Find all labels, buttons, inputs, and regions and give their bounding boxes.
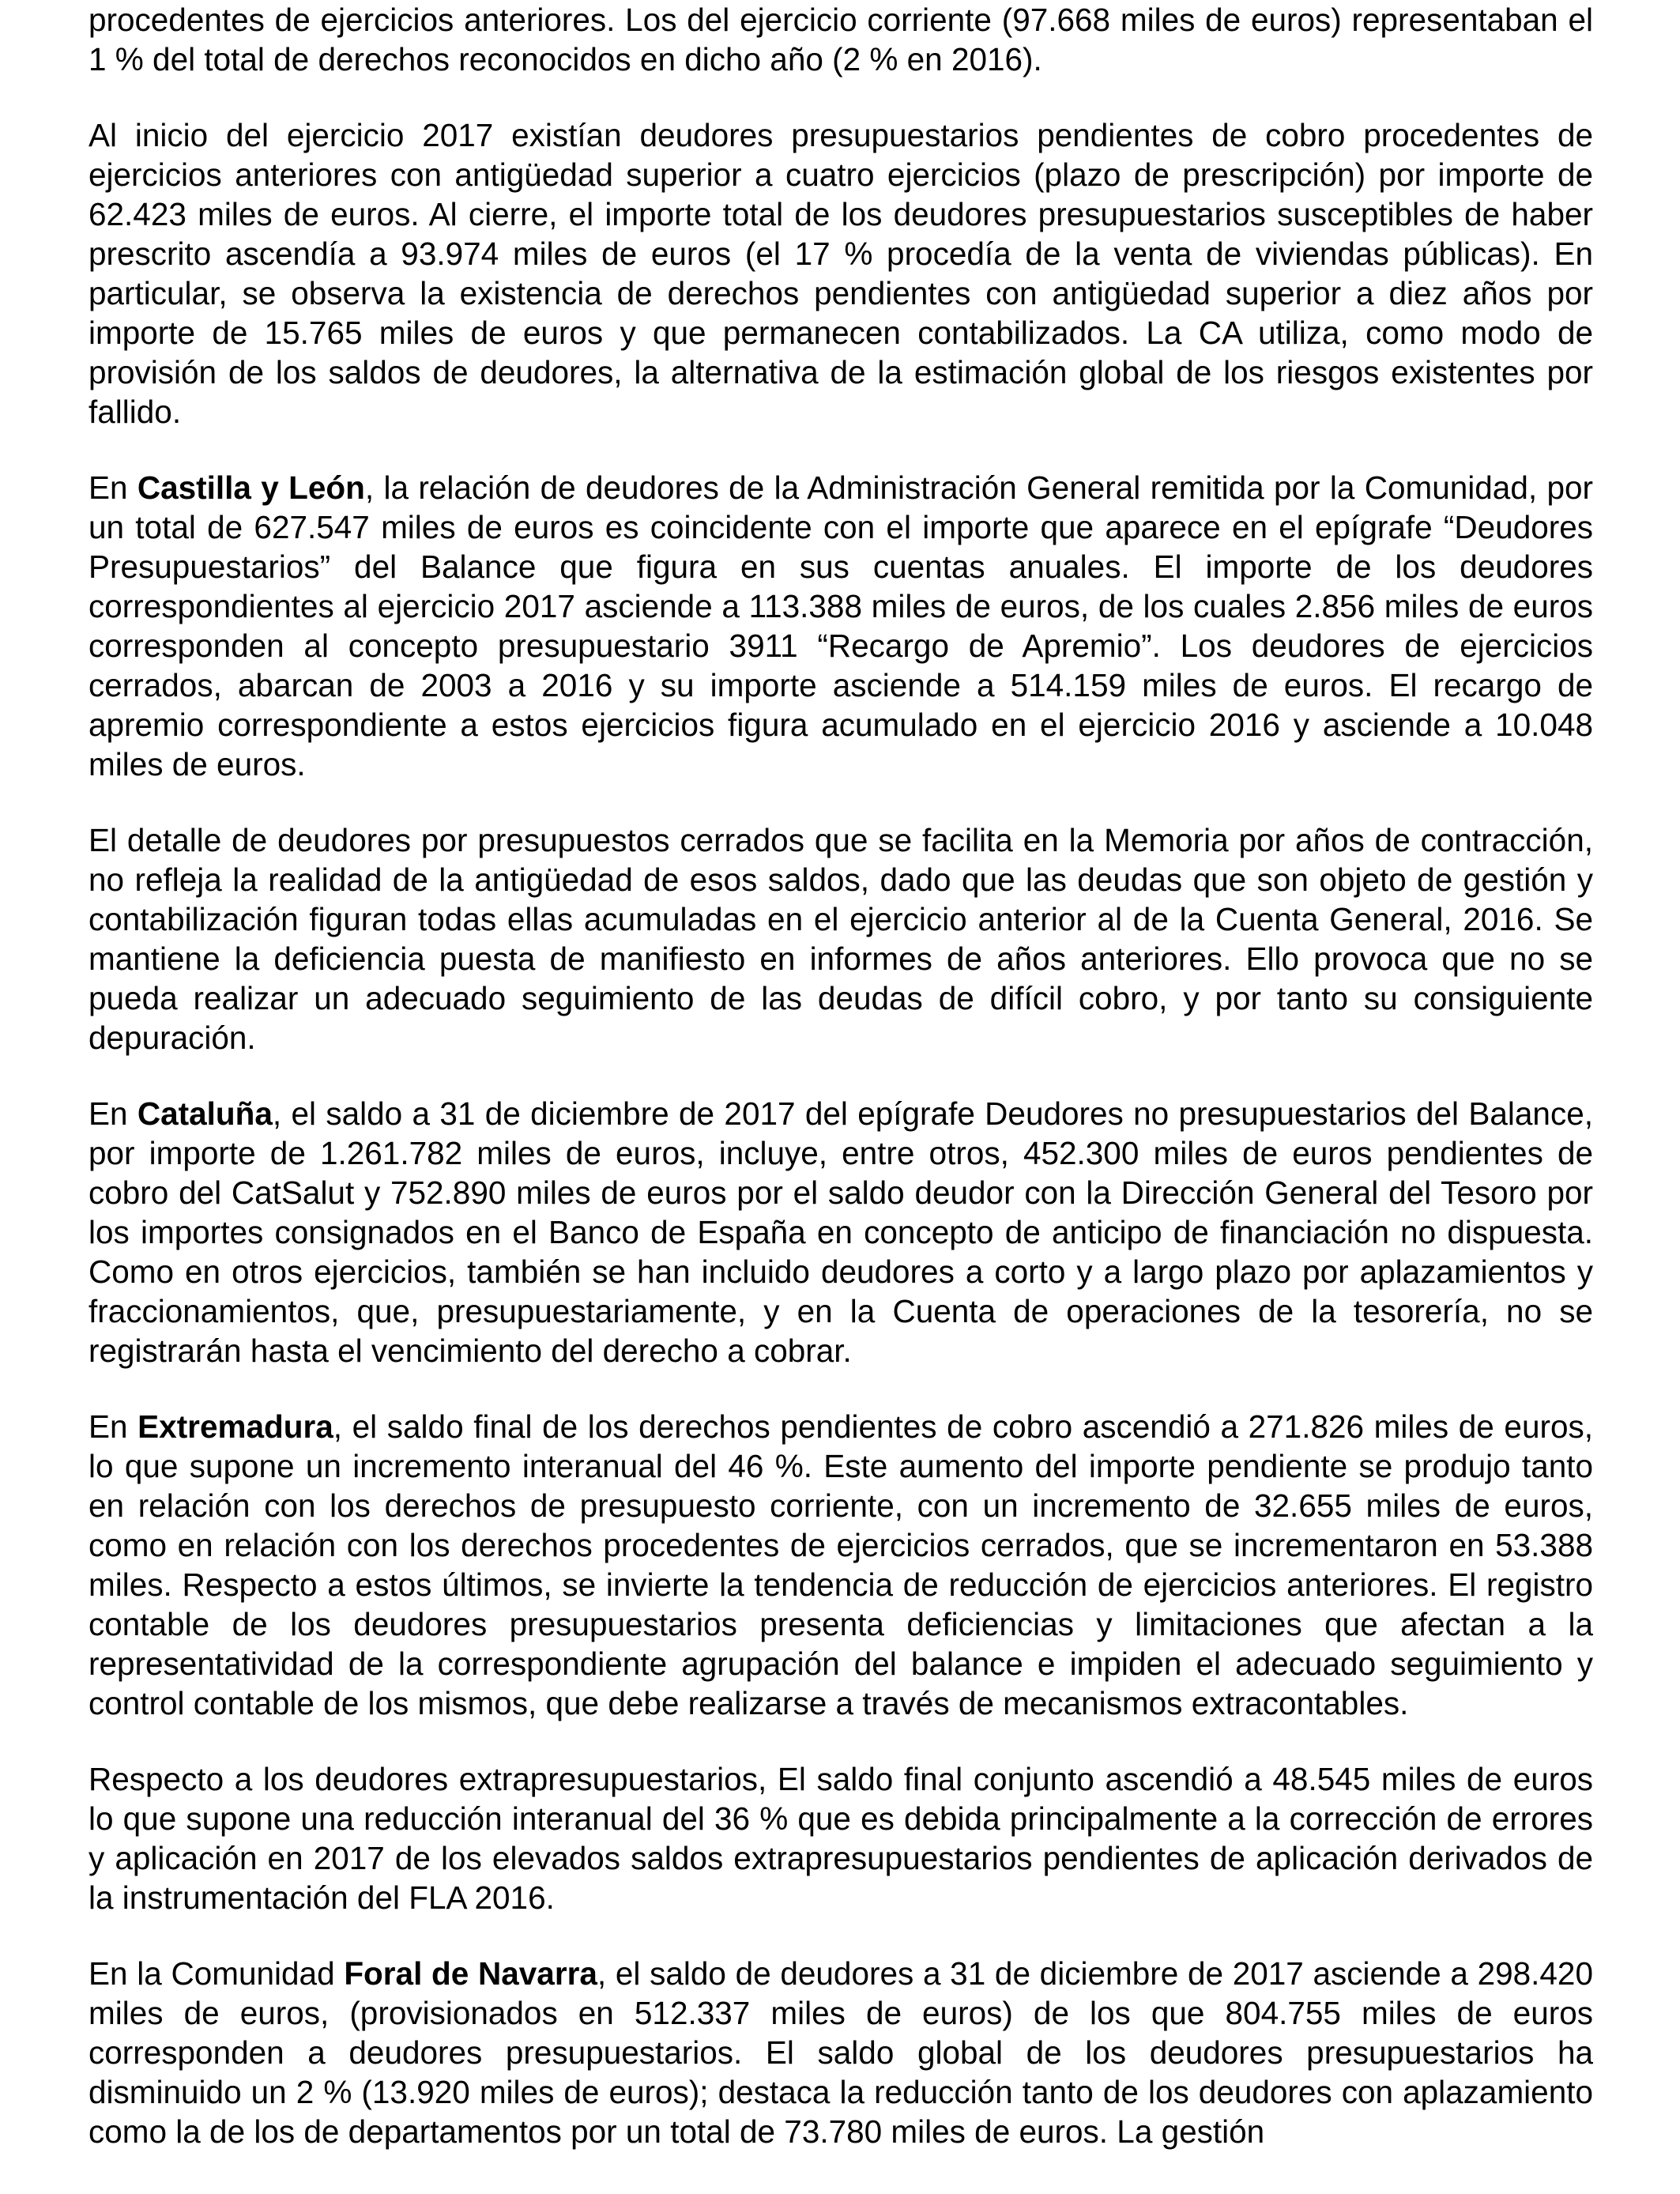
paragraph-cataluna (89, 1094, 1593, 1370)
paragraph-navarra (89, 1954, 1593, 2151)
region-name-cataluna: Cataluña (137, 1095, 273, 1132)
paragraph-4 (89, 820, 1593, 1057)
paragraph-castilla-leon (89, 468, 1593, 784)
paragraph-7-text: Respecto a los deudores extrapresupuestarios, El saldo final conjunto ascendió a 48.545 miles de euros lo que supone una reducción interanual del 36 % que es debida principalmente a la corrección de errores y aplicación en 2017 de los elevados saldos extrapresupuestarios pendientes de aplicación derivados de la instrumentación del FLA 2016. (89, 1761, 1593, 1916)
region-name-navarra: Foral de Navarra (344, 1955, 597, 1992)
paragraph-1-text: procedentes de ejercicios anteriores. Los del ejercicio corriente (97.668 miles de euros) representaban el 1 % del total de derechos reconocidos en dicho año (2 % en 2016). (89, 2, 1593, 77)
region-name-extremadura: Extremadura (137, 1408, 333, 1445)
paragraph-2-text: Al inicio del ejercicio 2017 existían deudores presupuestarios pendientes de cobro procedentes de ejercicios anteriores con antigüedad superior a cuatro ejercicios (plazo de prescripción) por importe de 62.423 miles de euros. Al cierre, el importe total de los deudores presupuestarios susceptibles de haber prescrito ascendía a 93.974 miles de euros (el 17 % procedía de la venta de viviendas públicas). En particular, se observa la existencia de derechos pendientes con antigüedad superior a diez años por importe de 15.765 miles de euros y que permanecen contabilizados. La CA utiliza, como modo de provisión de los saldos de deudores, la alternativa de la estimación global de los riesgos existentes por fallido. (89, 117, 1593, 430)
document-page (89, 0, 1593, 2188)
paragraph-7 (89, 1759, 1593, 1917)
paragraph-3-text: , la relación de deudores de la Administración General remitida por la Comunidad, por un total de 627.547 miles de euros es coincidente con el importe que aparece en el epígrafe “Deudores Presupuestarios” del Balance que figura en sus cuentas anuales. El importe de los deudores correspondientes al ejercicio 2017 asciende a 113.388 miles de euros, de los cuales 2.856 miles de euros corresponden al concepto presupuestario 3911 “Recargo de Apremio”. Los deudores de ejercicios cerrados, abarcan de 2003 a 2016 y su importe asciende a 514.159 miles de euros. El recargo de apremio correspondiente a estos ejercicios figura acumulado en el ejercicio 2016 y asciende a 10.048 miles de euros. (89, 469, 1593, 782)
paragraph-5-text: , el saldo a 31 de diciembre de 2017 del epígrafe Deudores no presupuestarios del Balance, por importe de 1.261.782 miles de euros, incluye, entre otros, 452.300 miles de euros pendientes de cobro del CatSalut y 752.890 miles de euros por el saldo deudor con la Dirección General del Tesoro por los importes consignados en el Banco de España en concepto de anticipo de financiación no dispuesta. Como en otros ejercicios, también se han incluido deudores a corto y a largo plazo por aplazamientos y fraccionamientos, que, presupuestariamente, y en la Cuenta de operaciones de la tesorería, no se registrarán hasta el vencimiento del derecho a cobrar. (89, 1095, 1593, 1369)
paragraph-1 (89, 0, 1593, 79)
paragraph-5-lead: En (89, 1095, 137, 1132)
paragraph-8-text: , el saldo de deudores a 31 de diciembre de 2017 asciende a 298.420 miles de euros, (provisionados en 512.337 miles de euros) de los que 804.755 miles de euros corresponden a deudores presupuestarios. El saldo global de los deudores presupuestarios ha disminuido un 2 % (13.920 miles de euros); destaca la reducción tanto de los deudores con aplazamiento como la de los de departamentos por un total de 73.780 miles de euros. La gestión (89, 1955, 1593, 2150)
paragraph-8-lead: En la Comunidad (89, 1955, 345, 1992)
region-name-castilla-leon: Castilla y León (137, 469, 365, 506)
paragraph-4-text: El detalle de deudores por presupuestos cerrados que se facilita en la Memoria por años de contracción, no refleja la realidad de la antigüedad de esos saldos, dado que las deudas que son objeto de gestión y contabilización figuran todas ellas acumuladas en el ejercicio anterior al de la Cuenta General, 2016. Se mantiene la deficiencia puesta de manifiesto en informes de años anteriores. Ello provoca que no se pueda realizar un adecuado seguimiento de las deudas de difícil cobro, y por tanto su consiguiente depuración. (89, 822, 1593, 1056)
paragraph-2 (89, 115, 1593, 432)
paragraph-6-text: , el saldo final de los derechos pendientes de cobro ascendió a 271.826 miles de euros, lo que supone un incremento interanual del 46 %. Este aumento del importe pendiente se produjo tanto en relación con los derechos de presupuesto corriente, con un incremento de 32.655 miles de euros, como en relación con los derechos procedentes de ejercicios cerrados, que se incrementaron en 53.388 miles. Respecto a estos últimos, se invierte la tendencia de reducción de ejercicios anteriores. El registro contable de los deudores presupuestarios presenta deficiencias y limitaciones que afectan a la representatividad de la correspondiente agrupación del balance e impiden el adecuado seguimiento y control contable de los mismos, que debe realizarse a través de mecanismos extracontables. (89, 1408, 1593, 1721)
paragraph-extremadura (89, 1407, 1593, 1723)
paragraph-6-lead: En (89, 1408, 138, 1445)
paragraph-3-lead: En (89, 469, 137, 506)
